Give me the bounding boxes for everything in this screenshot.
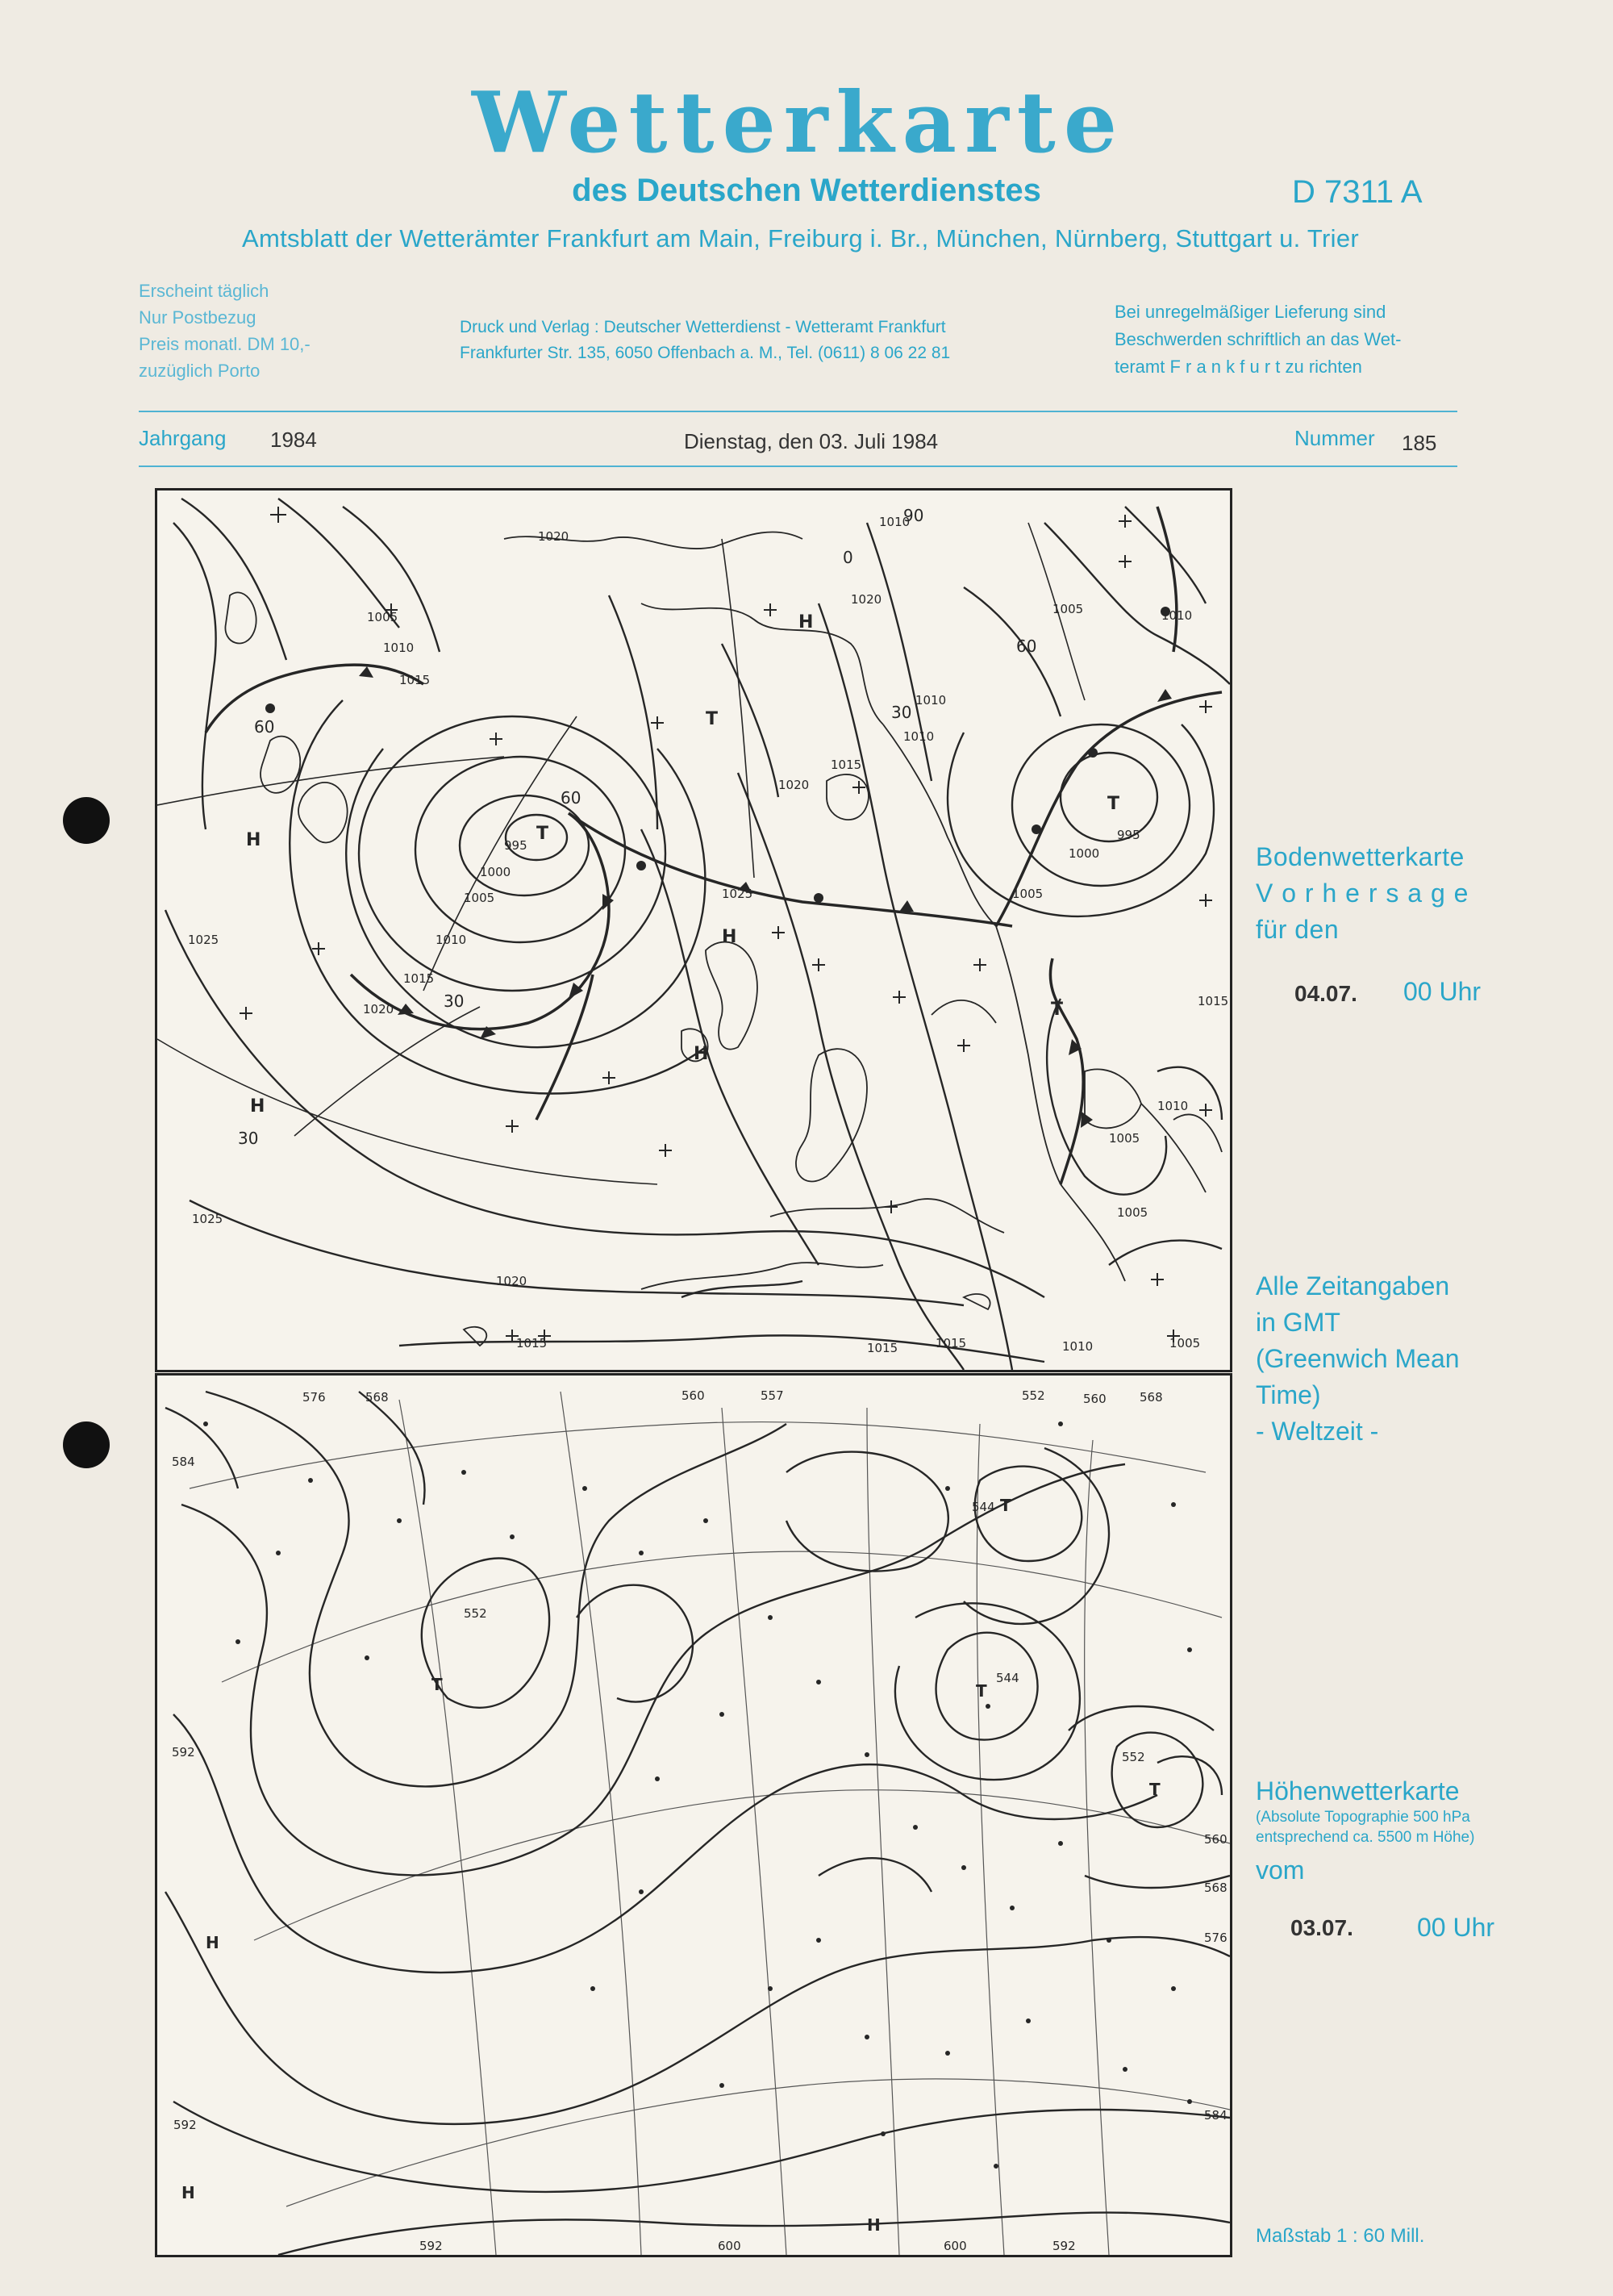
surface-map-time: 00 Uhr	[1403, 977, 1482, 1006]
svg-text:60: 60	[561, 788, 581, 808]
svg-text:557: 557	[761, 1388, 784, 1403]
svg-text:1020: 1020	[496, 1274, 527, 1288]
svg-text:1015: 1015	[936, 1336, 967, 1350]
newspaper-title: Wetterkarte	[472, 73, 1125, 172]
svg-text:1010: 1010	[903, 729, 935, 744]
svg-text:1015: 1015	[403, 971, 435, 986]
svg-text:1005: 1005	[1052, 602, 1084, 616]
map-scale: Maßstab 1 : 60 Mill.	[1256, 2225, 1425, 2247]
punch-hole-upper	[63, 797, 110, 844]
publisher-info: Druck und Verlag : Deutscher Wetterdienst - Wetteramt Frankfurt Frankfurter Str. 135, 6050 Offenbach a. M., Tel. (0611) 8 06 22 81	[460, 318, 951, 362]
svg-text:576: 576	[1204, 1931, 1227, 1945]
svg-text:H: H	[250, 1096, 265, 1117]
upper-map-caption-sub: (Absolute Topographie 500 hPa entsprechend ca. 5500 m Höhe)	[1256, 1809, 1475, 1846]
svg-text:584: 584	[1204, 2108, 1227, 2123]
svg-text:T: T	[976, 1681, 987, 1701]
punch-hole-lower	[63, 1421, 110, 1468]
svg-text:1010: 1010	[1062, 1339, 1094, 1354]
svg-text:T: T	[431, 1675, 443, 1694]
upper-map-vom: vom	[1256, 1856, 1305, 1885]
svg-text:T: T	[1107, 794, 1120, 814]
newspaper-subtitle: des Deutschen Wetterdienstes	[572, 173, 1041, 208]
svg-text:1010: 1010	[879, 515, 911, 529]
svg-text:T: T	[536, 824, 549, 844]
svg-text:H: H	[722, 927, 737, 947]
upper-map-date: 03.07.	[1290, 1915, 1353, 1940]
svg-text:544: 544	[996, 1671, 1019, 1685]
subscription-info: Erscheint täglich Nur Postbezug Preis monatl. DM 10,- zuzüglich Porto	[139, 281, 311, 381]
svg-text:90: 90	[903, 506, 924, 525]
upper-graticule	[190, 1392, 1230, 2255]
time-note: Alle Zeitangaben in GMT (Greenwich Mean Time) - Weltzeit -	[1256, 1271, 1460, 1446]
svg-text:H: H	[867, 2215, 881, 2235]
svg-text:1020: 1020	[363, 1002, 394, 1017]
svg-text:1010: 1010	[915, 693, 947, 708]
jahrgang-label: Jahrgang	[139, 426, 227, 450]
svg-text:592: 592	[173, 2118, 197, 2132]
surface-map-caption: Bodenwetterkarte V o r h e r s a g e für den	[1256, 842, 1469, 944]
svg-text:1005: 1005	[1012, 887, 1044, 901]
svg-text:600: 600	[944, 2239, 967, 2253]
upper-map-time: 00 Uhr	[1417, 1913, 1495, 1942]
svg-text:T: T	[1149, 1780, 1161, 1799]
nummer-value: 185	[1402, 431, 1437, 455]
svg-text:1020: 1020	[778, 778, 810, 792]
svg-text:1025: 1025	[188, 933, 219, 947]
publication-code: D 7311 A	[1292, 174, 1423, 210]
svg-text:995: 995	[1117, 828, 1140, 842]
amtsblatt-line: Amtsblatt der Wetterämter Frankfurt am Main, Freiburg i. Br., München, Nürnberg, Stuttgart u. Trier	[241, 224, 1359, 253]
svg-text:1020: 1020	[538, 529, 569, 544]
svg-text:995: 995	[504, 838, 527, 853]
svg-text:H: H	[181, 2183, 195, 2202]
svg-text:568: 568	[1140, 1390, 1163, 1405]
svg-text:552: 552	[1122, 1750, 1145, 1764]
svg-text:584: 584	[172, 1455, 195, 1469]
svg-text:T: T	[1051, 1000, 1064, 1020]
svg-text:1005: 1005	[464, 891, 495, 905]
svg-text:568: 568	[1204, 1881, 1227, 1895]
svg-text:544: 544	[972, 1500, 995, 1514]
svg-text:1015: 1015	[867, 1341, 898, 1355]
svg-text:600: 600	[718, 2239, 741, 2253]
svg-text:0: 0	[843, 548, 853, 567]
upper-map-labels	[172, 1388, 1227, 2253]
height-contours	[165, 1392, 1230, 2255]
svg-text:1015: 1015	[831, 758, 862, 772]
svg-text:60: 60	[1016, 637, 1037, 656]
svg-text:30: 30	[238, 1129, 259, 1148]
svg-text:1010: 1010	[1157, 1099, 1189, 1113]
svg-text:1010: 1010	[1161, 608, 1193, 623]
svg-text:1005: 1005	[1109, 1131, 1140, 1146]
surface-map-labels	[188, 506, 1228, 1355]
svg-text:1000: 1000	[1069, 846, 1100, 861]
upper-air-map	[155, 1373, 1232, 2257]
svg-text:30: 30	[444, 991, 465, 1011]
svg-text:H: H	[694, 1044, 709, 1064]
svg-text:592: 592	[419, 2239, 443, 2253]
svg-text:1015: 1015	[516, 1336, 548, 1350]
svg-text:H: H	[246, 830, 261, 850]
svg-text:1000: 1000	[480, 865, 511, 879]
upper-map-caption: Höhenwetterkarte	[1256, 1776, 1460, 1805]
svg-text:1010: 1010	[383, 641, 415, 655]
svg-text:30: 30	[891, 703, 912, 722]
svg-text:552: 552	[464, 1606, 487, 1621]
issue-date: Dienstag, den 03. Juli 1984	[684, 429, 939, 453]
complaint-info: Bei unregelmäßiger Lieferung sind Beschwerden schriftlich an das Wet- teramt F r a n k f u r t zu richten	[1115, 302, 1402, 377]
svg-text:1015: 1015	[399, 673, 431, 687]
surface-forecast-map	[155, 488, 1232, 1372]
svg-text:576: 576	[302, 1390, 326, 1405]
svg-text:1005: 1005	[1169, 1336, 1201, 1350]
svg-text:1020: 1020	[851, 592, 882, 607]
svg-text:568: 568	[365, 1390, 389, 1405]
svg-text:552: 552	[1022, 1388, 1045, 1403]
svg-text:560: 560	[1204, 1832, 1227, 1847]
svg-text:560: 560	[1083, 1392, 1107, 1406]
svg-text:T: T	[706, 709, 719, 729]
svg-text:T: T	[1000, 1496, 1011, 1515]
svg-text:592: 592	[1052, 2239, 1076, 2253]
svg-text:1010: 1010	[436, 933, 467, 947]
header-divider-bottom	[139, 465, 1457, 467]
svg-text:592: 592	[172, 1745, 195, 1760]
nummer-label: Nummer	[1294, 426, 1375, 450]
svg-text:1025: 1025	[192, 1212, 223, 1226]
svg-text:560: 560	[681, 1388, 705, 1403]
svg-text:1005: 1005	[1117, 1205, 1148, 1220]
svg-text:H: H	[206, 1933, 219, 1952]
svg-text:60: 60	[254, 717, 275, 737]
isobars-low-west	[290, 700, 709, 1093]
jahrgang-value: 1984	[270, 428, 317, 452]
header-divider-top	[139, 411, 1457, 412]
station-plots	[203, 1421, 1192, 2169]
surface-map-date: 04.07.	[1294, 981, 1357, 1006]
svg-text:1015: 1015	[1198, 994, 1229, 1008]
svg-text:1025: 1025	[722, 887, 753, 901]
svg-text:1005: 1005	[367, 610, 398, 624]
svg-text:H: H	[798, 612, 814, 632]
cross-markers	[240, 507, 1212, 1342]
